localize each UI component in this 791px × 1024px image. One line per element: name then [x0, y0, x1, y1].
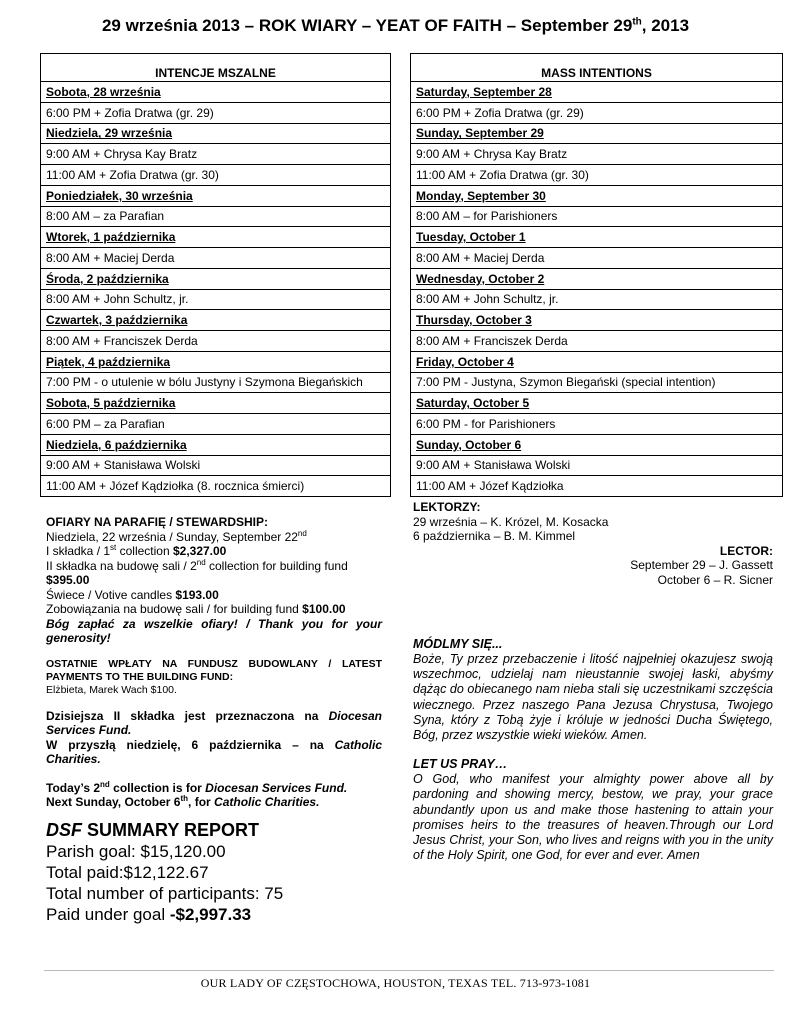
day-row: [411, 82, 783, 103]
lectors-en-line1: September 29 – J. Gassett: [630, 558, 773, 572]
intention-text: 8:00 AM – for Parishioners: [411, 206, 783, 227]
day-row: [41, 268, 391, 289]
intention-text: 6:00 PM + Zofia Dratwa (gr. 29): [41, 102, 391, 123]
pledges-line: [46, 602, 382, 617]
intention-text: 8:00 AM + Maciej Derda: [41, 248, 391, 269]
intention-row: [411, 248, 783, 269]
collection-en-today-sup: nd: [100, 779, 110, 789]
collection-pl-next: [46, 738, 382, 767]
collection-pl-next-fund: Catholic Charities.: [46, 737, 382, 766]
day-row: [41, 227, 391, 248]
day-row: [41, 434, 391, 455]
prayer-en-heading: LET US PRAY…: [413, 757, 508, 772]
dsf-paid: Total paid:$12,122.67: [46, 862, 209, 882]
english-intentions-table: [410, 53, 783, 497]
intention-row: [41, 455, 391, 476]
left-column: [46, 515, 382, 925]
intention-row: [41, 372, 391, 393]
intention-row: [41, 206, 391, 227]
footer: OUR LADY OF CZĘSTOCHOWA, HOUSTON, TEXAS TEL. 713-973-1081: [200, 976, 591, 990]
intention-text: 11:00 AM + Zofia Dratwa (gr. 30): [41, 165, 391, 186]
collection-en-next: [46, 795, 382, 810]
intention-text: 7:00 PM - o utulenie w bólu Justyny i Szymona Biegańskich: [41, 372, 391, 393]
candles-line: [46, 588, 382, 603]
prayer-pl-heading: MÓDLMY SIĘ...: [413, 637, 503, 651]
title-sup: th: [632, 16, 642, 28]
day-heading: Sunday, October 6: [411, 434, 783, 455]
intention-row: [41, 102, 391, 123]
collection-en-next-prefix: Next Sunday, October 6: [46, 795, 181, 809]
intention-text: 11:00 AM + Zofia Dratwa (gr. 30): [411, 165, 783, 186]
intention-text: 8:00 AM + Franciszek Derda: [411, 331, 783, 352]
thanks-text: Bóg zapłać za wszelkie ofiary! / Thank you for your generosity!: [46, 616, 382, 645]
day-heading: Saturday, October 5: [411, 393, 783, 414]
lectors-en: [413, 544, 773, 588]
day-heading: Sobota, 28 września: [41, 82, 391, 103]
first-collection-label: I składka / 1: [46, 544, 111, 558]
intention-text: 9:00 AM + Stanisława Wolski: [411, 455, 783, 476]
intention-row: [411, 414, 783, 435]
second-collection-sup: nd: [196, 557, 206, 567]
day-row: [411, 434, 783, 455]
page-title: [0, 16, 791, 36]
first-collection: [46, 544, 382, 559]
day-row: [41, 310, 391, 331]
day-heading: Thursday, October 3: [411, 310, 783, 331]
intention-row: [41, 144, 391, 165]
day-heading: Czwartek, 3 października: [41, 310, 391, 331]
intention-text: 9:00 AM + Stanisława Wolski: [41, 455, 391, 476]
second-collection-label-end: collection for building fund: [205, 558, 348, 573]
polish-intentions-table: [40, 53, 391, 497]
candles-label: Świece / Votive candles: [46, 587, 176, 602]
dsf-title-rest: SUMMARY REPORT: [82, 819, 260, 840]
day-row: [41, 393, 391, 414]
title-text: 29 września 2013 – ROK WIARY – YEAT OF FAITH – September 29: [101, 16, 633, 35]
intention-row: [41, 289, 391, 310]
intention-row: [41, 331, 391, 352]
day-row: [411, 393, 783, 414]
day-row: [411, 351, 783, 372]
dsf-title: [46, 819, 382, 841]
polish-table-heading: INTENCJE MSZALNE: [41, 54, 391, 82]
candles-amount: $193.00: [175, 587, 219, 602]
first-collection-label-end: collection: [116, 544, 173, 558]
day-heading: Monday, September 30: [411, 185, 783, 206]
building-fund-heading: OSTATNIE WPŁATY NA FUNDUSZ BUDOWLANY / LATEST PAYMENTS TO THE BUILDING FUND:: [46, 657, 382, 683]
lectors-pl-line1: 29 września – K. Krózel, M. Kosacka: [413, 514, 609, 529]
intention-row: [411, 102, 783, 123]
second-collection-label: II składka na budowę sali / 2: [46, 558, 197, 573]
intention-row: [41, 414, 391, 435]
day-heading: Wednesday, October 2: [411, 268, 783, 289]
day-heading: Tuesday, October 1: [411, 227, 783, 248]
intention-text: 8:00 AM – za Parafian: [41, 206, 391, 227]
collection-en-next-mid: , for: [188, 795, 215, 809]
collection-en-next-fund: Catholic Charities.: [214, 795, 320, 809]
day-heading: Niedziela, 29 września: [41, 123, 391, 144]
day-row: [41, 351, 391, 372]
intention-text: 8:00 AM + Franciszek Derda: [41, 331, 391, 352]
day-heading: Środa, 2 października: [41, 268, 391, 289]
intention-text: 6:00 PM + Zofia Dratwa (gr. 29): [411, 102, 783, 123]
intention-text: 6:00 PM – za Parafian: [41, 414, 391, 435]
collection-en-today: [46, 781, 382, 796]
intention-row: [411, 331, 783, 352]
english-table-body: [411, 82, 783, 497]
day-heading: Friday, October 4: [411, 351, 783, 372]
day-row: [411, 268, 783, 289]
collection-en-today-mid: collection is for: [109, 780, 206, 795]
intention-row: [41, 476, 391, 497]
stewardship-date: [46, 530, 382, 545]
stewardship-date-sup: nd: [297, 528, 307, 538]
day-row: [411, 123, 783, 144]
pledges-label: Zobowiązania na budowę sali / for building fund: [46, 602, 303, 616]
day-heading: Sobota, 5 października: [41, 393, 391, 414]
title-year: , 2013: [641, 16, 690, 35]
polish-table-body: [41, 82, 391, 497]
first-collection-amount: $2,327.00: [172, 544, 227, 558]
english-table-heading: MASS INTENTIONS: [411, 54, 783, 82]
intention-text: 8:00 AM + Maciej Derda: [411, 248, 783, 269]
prayer-pl-text: Boże, Ty przez przebaczenie i litość najpełniej okazujesz swoją wszechmoc, udzielaj nam nieustannie swojej łaski, abyśmy dążąc do obiecanego nam nieba stali się uczestnikami szczęścia wiecznego. Przez naszego Pana Jezusa Chrystusa, Twojego Syna, który z Tobą żyje i króluje w jedności Ducha Świętego, Bóg, przez wszystkie wieki wieków. Amen.: [413, 652, 773, 743]
day-row: [411, 227, 783, 248]
building-fund-donors: Elżbieta, Marek Wach $100.: [46, 683, 177, 696]
intention-text: 8:00 AM + John Schultz, jr.: [411, 289, 783, 310]
footer-divider: [44, 970, 774, 971]
intention-row: [411, 165, 783, 186]
prayer-en-text: O God, who manifest your almighty power above all by pardoning and showing mercy, bestow, we pray, your grace abundantly upon us and make those hastening to attain your promises heirs to the treasures of heaven.Through our Lord Jesus Christ, your Son, who lives and reigns with you in the unity of the Holy Spirit, one God, for ever and ever. Amen: [413, 772, 773, 863]
day-row: [411, 185, 783, 206]
first-collection-sup: st: [110, 543, 117, 552]
dsf-under-amount: -$2,997.33: [169, 904, 252, 924]
intention-row: [411, 476, 783, 497]
day-row: [41, 82, 391, 103]
lectors-pl-line2: 6 października – B. M. Kimmel: [413, 529, 576, 543]
collection-pl-next-prefix: W przyszłą niedzielę, 6 października – na: [46, 737, 335, 752]
intention-row: [411, 289, 783, 310]
second-collection-amount: $395.00: [46, 573, 90, 587]
day-row: [41, 185, 391, 206]
day-heading: Piątek, 4 października: [41, 351, 391, 372]
dsf-goal: Parish goal: $15,120.00: [46, 841, 226, 861]
intention-row: [411, 372, 783, 393]
dsf-title-italic: DSF: [46, 819, 82, 840]
intention-text: 11:00 AM + Józef Kądziołka (8. rocznica śmierci): [41, 476, 391, 497]
day-row: [41, 123, 391, 144]
day-heading: Poniedziałek, 30 września: [41, 185, 391, 206]
collection-en-today-fund: Diocesan Services Fund.: [205, 780, 348, 795]
dsf-participants: Total number of participants: 75: [46, 883, 284, 903]
intention-row: [41, 248, 391, 269]
intention-row: [411, 206, 783, 227]
pledges-amount: $100.00: [302, 602, 346, 616]
intention-row: [411, 144, 783, 165]
intention-text: 6:00 PM - for Parishioners: [411, 414, 783, 435]
collection-pl-today: [46, 709, 382, 738]
intention-text: 11:00 AM + Józef Kądziołka: [411, 476, 783, 497]
day-heading: Niedziela, 6 października: [41, 434, 391, 455]
collection-en-today-prefix: Today’s 2: [46, 780, 101, 795]
dsf-under-label: Paid under goal: [46, 904, 170, 924]
day-heading: Wtorek, 1 października: [41, 227, 391, 248]
second-collection: [46, 559, 382, 574]
day-heading: Saturday, September 28: [411, 82, 783, 103]
stewardship-date-text: Niedziela, 22 września / Sunday, September 22: [46, 529, 298, 544]
collection-pl-today-prefix: Dzisiejsza II składka jest przeznaczona na: [46, 708, 329, 723]
day-heading: Sunday, September 29: [411, 123, 783, 144]
stewardship-heading: OFIARY NA PARAFIĘ / STEWARDSHIP:: [46, 515, 269, 529]
collection-en-next-sup: th: [180, 794, 189, 803]
dsf-under-goal: [46, 904, 382, 925]
intention-row: [411, 455, 783, 476]
collection-pl-today-fund: Diocesan Services Fund.: [46, 708, 382, 737]
intention-row: [41, 165, 391, 186]
intention-text: 9:00 AM + Chrysa Kay Bratz: [41, 144, 391, 165]
intention-text: 8:00 AM + John Schultz, jr.: [41, 289, 391, 310]
lectors-en-line2: October 6 – R. Sicner: [657, 572, 773, 587]
intention-text: 9:00 AM + Chrysa Kay Bratz: [411, 144, 783, 165]
lectors-en-heading: LECTOR:: [719, 543, 773, 558]
right-column: [413, 500, 773, 863]
lectors-pl-heading: LEKTORZY:: [413, 500, 481, 514]
intention-text: 7:00 PM - Justyna, Szymon Biegański (special intention): [411, 372, 783, 393]
day-row: [411, 310, 783, 331]
